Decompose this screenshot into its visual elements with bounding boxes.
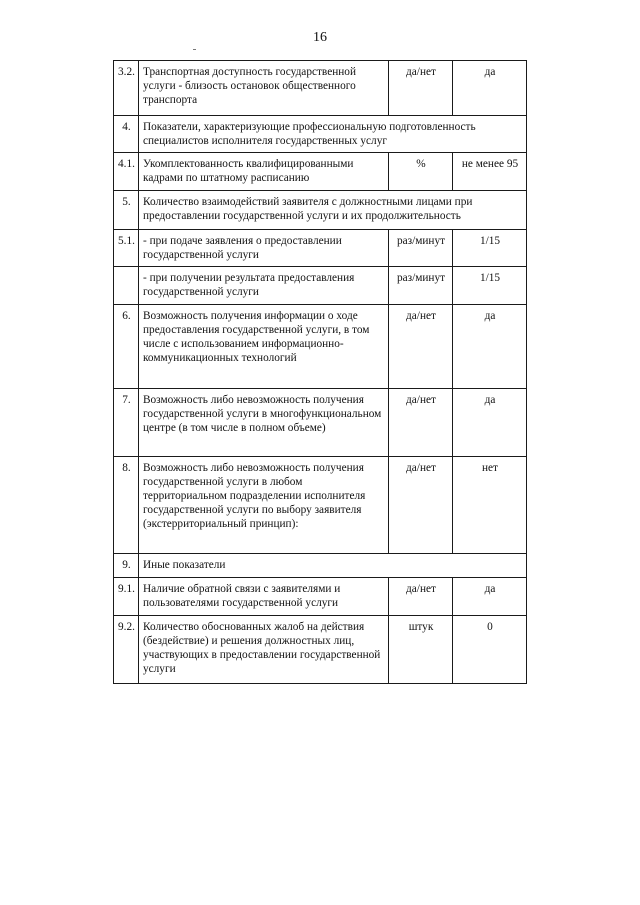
scan-speck [193,49,196,50]
row-value: да [453,305,527,389]
row-number: 9.1. [114,578,139,616]
row-unit: раз/минут [389,267,453,305]
table-row [114,305,527,389]
row-value: нет [453,457,527,554]
row-number: 8. [114,457,139,554]
row-text: - при подаче заявления о предоставлении государственной услуги [139,230,389,267]
row-number: 5. [114,191,139,230]
row-number: 3.2. [114,61,139,116]
table-row [114,116,527,153]
row-unit: да/нет [389,305,453,389]
indicators-table [113,60,527,684]
row-text: Транспортная доступность государственной услуги - близость остановок общественного транспорта [139,61,389,116]
row-number: 7. [114,389,139,457]
table-row [114,61,527,116]
row-text: Возможность либо невозможность получения государственной услуги в любом территориальном подразделении исполнителя государственной услуги по выбору заявителя (экстерриториальный принцип): [139,457,389,554]
row-number: 5.1. [114,230,139,267]
table-row [114,389,527,457]
row-unit: да/нет [389,61,453,116]
row-number: 4. [114,116,139,153]
row-text: Наличие обратной связи с заявителями и пользователями государственной услуги [139,578,389,616]
row-text: Возможность либо невозможность получения государственной услуги в многофункциональном центре (в том числе в полном объеме) [139,389,389,457]
row-text: Количество взаимодействий заявителя с должностными лицами при предоставлении государственной услуги и их продолжительность [139,191,527,230]
row-value: 1/15 [453,267,527,305]
row-text: Возможность получения информации о ходе предоставления государственной услуги, в том числе с использованием информационно-коммуникационных технологий [139,305,389,389]
row-text: Иные показатели [139,554,527,578]
row-number [114,267,139,305]
row-unit: да/нет [389,457,453,554]
table-row [114,578,527,616]
page-number: 16 [313,30,327,45]
row-value: да [453,61,527,116]
row-value: 1/15 [453,230,527,267]
row-text: - при получении результата предоставления государственной услуги [139,267,389,305]
table-row [114,230,527,267]
row-text: Показатели, характеризующие профессиональную подготовленность специалистов исполнителя государственных услуг [139,116,527,153]
table-row [114,457,527,554]
row-value: 0 [453,616,527,684]
table-row [114,554,527,578]
table-row [114,267,527,305]
row-unit: да/нет [389,578,453,616]
row-text: Укомплектованность квалифицированными кадрами по штатному расписанию [139,153,389,191]
row-number: 9.2. [114,616,139,684]
row-text: Количество обоснованных жалоб на действия (бездействие) и решения должностных лиц, участвующих в предоставлении государственной услуги [139,616,389,684]
row-unit: да/нет [389,389,453,457]
row-unit: штук [389,616,453,684]
row-number: 9. [114,554,139,578]
row-value: да [453,578,527,616]
row-unit: раз/минут [389,230,453,267]
table-row [114,191,527,230]
row-number: 4.1. [114,153,139,191]
table-row [114,153,527,191]
row-value: не менее 95 [453,153,527,191]
row-value: да [453,389,527,457]
row-number: 6. [114,305,139,389]
row-unit: % [389,153,453,191]
table-row [114,616,527,684]
